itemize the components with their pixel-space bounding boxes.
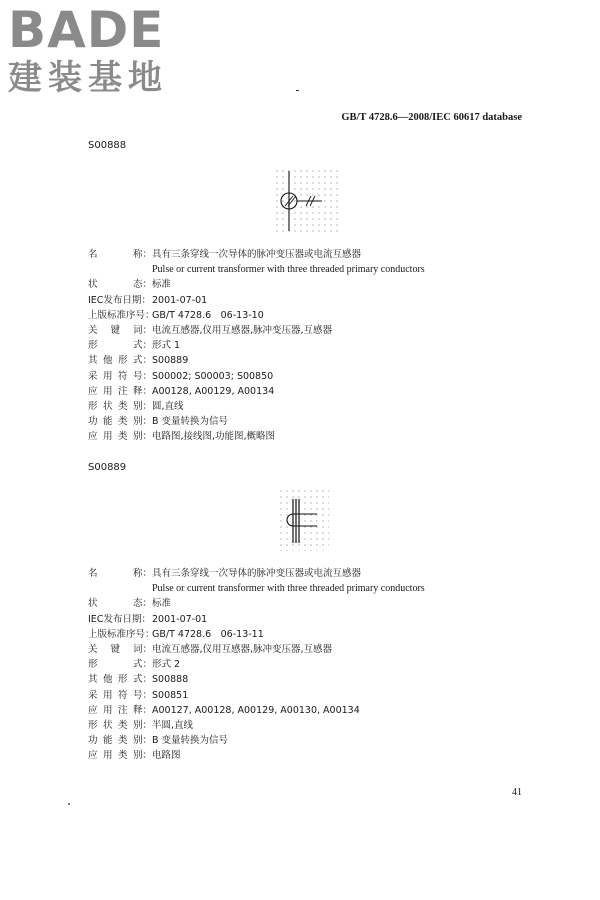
field-label: 形 状 类 别： (88, 400, 152, 412)
field-value: 形式 2 (152, 659, 181, 671)
entry-row (88, 338, 425, 353)
field-label: 采 用 符 号： (88, 370, 152, 382)
entry-row (88, 429, 425, 444)
field-value: A00128, A00129, A00134 (152, 385, 275, 397)
field-value: S00888 (152, 674, 189, 686)
field-value: S00851 (152, 689, 189, 701)
field-label: 其 他 形 式： (88, 674, 152, 686)
field-value: 电路图,接线图,功能图,概略图 (152, 431, 276, 443)
entry-row (88, 323, 425, 338)
field-label: 形 式： (88, 659, 152, 671)
field-value: 形式 1 (152, 340, 181, 352)
field-label: 应 用 注 释： (88, 704, 152, 716)
field-value: S00889 (152, 355, 189, 367)
watermark-logo-cn: 建装基地 (8, 58, 168, 98)
entry-row (88, 293, 425, 308)
entry-s00888 (88, 247, 425, 444)
field-label: IEC发布日期： (88, 294, 151, 306)
field-value: 电流互感器,仪用互感器,脉冲变压器,互感器 (152, 643, 333, 655)
entry-row (88, 627, 425, 642)
field-label: 其 他 形 式： (88, 355, 152, 367)
entry-row (88, 612, 425, 627)
entry-row (88, 688, 425, 703)
entry-row (88, 657, 425, 672)
field-value: 圆,直线 (152, 400, 184, 412)
entry-row (88, 369, 425, 384)
field-value: GB/T 4728.6 06-13-10 (152, 309, 264, 321)
field-value: 2001-07-01 (152, 613, 208, 625)
symbol-code: S00889 (88, 462, 127, 473)
field-value: 2001-07-01 (152, 294, 208, 306)
field-value: 标准 (152, 279, 172, 291)
field-value: A00127, A00128, A00129, A00130, A00134 (152, 704, 360, 716)
field-value: B 变量转换为信号 (152, 416, 229, 428)
mark (296, 90, 299, 91)
grid-dots (280, 490, 329, 551)
field-value: 具有三条穿线一次导体的脉冲变压器或电流互感器 (152, 568, 362, 579)
watermark-logo-en: BADE (8, 1, 165, 59)
page-number: 41 (512, 787, 522, 798)
name-english: Pulse or current transformer with three threaded primary conductors (152, 583, 425, 595)
field-label: 功 能 类 别： (88, 735, 152, 747)
field-label: IEC发布日期： (88, 613, 151, 625)
field-label: 名 称： (88, 249, 152, 260)
entry-row (88, 399, 425, 414)
entry-row (88, 277, 425, 292)
entry-row (88, 672, 425, 687)
field-label: 采 用 符 号： (88, 689, 152, 701)
field-value: B 变量转换为信号 (152, 735, 229, 747)
entry-row (88, 384, 425, 399)
entry-row (88, 642, 425, 657)
entry-s00889 (88, 566, 425, 763)
symbol-s00888-diagram (274, 168, 340, 234)
entry-row (88, 353, 425, 368)
field-value: S00002; S00003; S00850 (152, 370, 274, 382)
field-label: 关 键 词： (88, 643, 152, 655)
entry-row (88, 596, 425, 611)
entry-row (88, 308, 425, 323)
standard-header: GB/T 4728.6—2008/IEC 60617 database (341, 112, 522, 123)
field-label: 状 态： (88, 598, 152, 610)
watermark-logo (8, 1, 178, 98)
field-label: 应 用 注 释： (88, 385, 152, 397)
name-english: Pulse or current transformer with three threaded primary conductors (152, 264, 425, 276)
entry-row (88, 733, 425, 748)
field-label: 形 状 类 别： (88, 719, 152, 731)
field-label: 功 能 类 别： (88, 416, 152, 428)
field-value: 电路图 (152, 750, 181, 762)
entry-row (88, 748, 425, 763)
field-value: 半圆,直线 (152, 719, 194, 731)
entry-row (88, 566, 425, 581)
entry-row (88, 247, 425, 262)
symbol-s00889-diagram (279, 489, 329, 551)
symbol-code: S00888 (88, 140, 127, 151)
field-label: 形 式： (88, 340, 152, 352)
field-label: 上版标准序号： (88, 628, 155, 640)
field-label: 应 用 类 别： (88, 750, 152, 762)
entry-row (88, 414, 425, 429)
field-value: 电流互感器,仪用互感器,脉冲变压器,互感器 (152, 324, 333, 336)
field-value: 标准 (152, 598, 172, 610)
field-value: GB/T 4728.6 06-13-11 (152, 628, 264, 640)
scan-mark (68, 803, 70, 805)
field-label: 上版标准序号： (88, 309, 155, 321)
field-label: 关 键 词： (88, 324, 152, 336)
field-label: 应 用 类 别： (88, 431, 152, 443)
field-label: 状 态： (88, 279, 152, 291)
half-circle (287, 514, 293, 526)
entry-row (88, 718, 425, 733)
field-label: 名 称： (88, 568, 152, 579)
field-value: 具有三条穿线一次导体的脉冲变压器或电流互感器 (152, 249, 362, 260)
entry-row (88, 703, 425, 718)
